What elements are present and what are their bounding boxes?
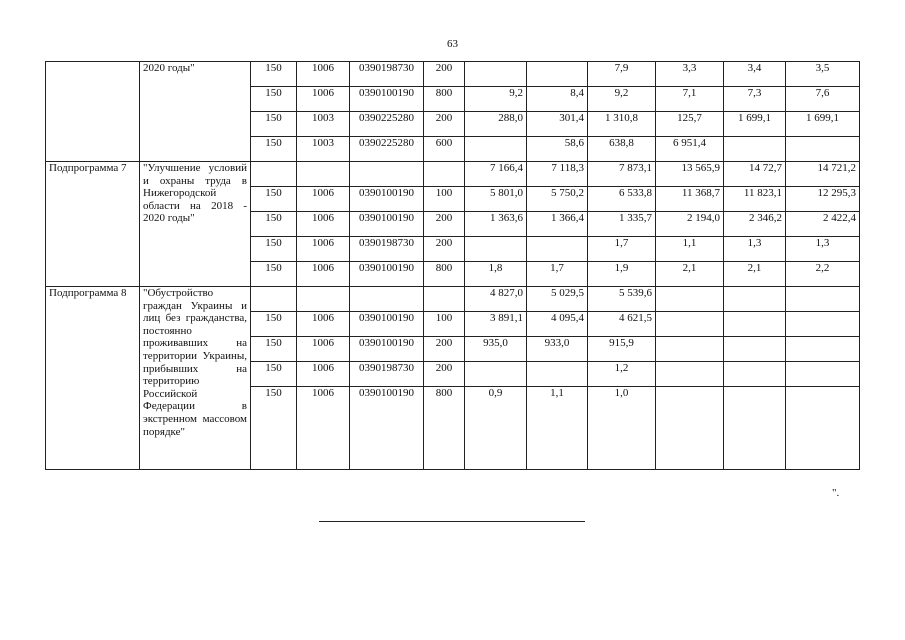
table-row-total (46, 162, 860, 187)
vr-cell: 800 (424, 262, 465, 287)
value-cell: 1,3 (724, 237, 786, 262)
csr-cell (350, 287, 424, 312)
value-cell (527, 237, 588, 262)
value-cell: 58,6 (527, 137, 588, 162)
budget-table (45, 61, 860, 470)
value-cell: 7,6 (786, 87, 860, 112)
value-cell: 2,1 (724, 262, 786, 287)
value-cell (786, 387, 860, 470)
value-cell: 2,2 (786, 262, 860, 287)
value-cell: 6 533,8 (588, 187, 656, 212)
grbs-cell: 150 (251, 337, 297, 362)
value-cell: 3 891,1 (465, 312, 527, 337)
value-cell: 288,0 (465, 112, 527, 137)
csr-cell (350, 162, 424, 187)
value-cell: 9,2 (465, 87, 527, 112)
value-cell: 7,3 (724, 87, 786, 112)
value-cell (724, 287, 786, 312)
value-cell: 7 118,3 (527, 162, 588, 187)
value-cell: 125,7 (656, 112, 724, 137)
value-cell: 933,0 (527, 337, 588, 362)
csr-cell: 0390100190 (350, 212, 424, 237)
vr-cell: 100 (424, 312, 465, 337)
csr-cell: 0390100190 (350, 387, 424, 470)
program-description: 2020 годы" (140, 62, 251, 162)
program-description: "Обустройство граждан Украины и лиц без гражданства, постоянно проживавших на территории Украины, прибывших на территорию Российской Федерации в экстренном массовом порядке" (140, 287, 251, 470)
value-cell: 11 368,7 (656, 187, 724, 212)
value-cell: 1 699,1 (786, 112, 860, 137)
value-cell: 1 699,1 (724, 112, 786, 137)
value-cell: 7 166,4 (465, 162, 527, 187)
csr-cell: 0390100190 (350, 337, 424, 362)
value-cell: 13 565,9 (656, 162, 724, 187)
rzpr-cell: 1003 (297, 112, 350, 137)
value-cell: 6 951,4 (656, 137, 724, 162)
value-cell (527, 62, 588, 87)
csr-cell: 0390225280 (350, 137, 424, 162)
value-cell (656, 287, 724, 312)
vr-cell: 200 (424, 337, 465, 362)
grbs-cell: 150 (251, 212, 297, 237)
rzpr-cell: 1003 (297, 137, 350, 162)
csr-cell: 0390100190 (350, 187, 424, 212)
value-cell: 0,9 (465, 387, 527, 470)
value-cell (656, 362, 724, 387)
value-cell: 7,9 (588, 62, 656, 87)
grbs-cell: 150 (251, 362, 297, 387)
value-cell: 1,1 (527, 387, 588, 470)
csr-cell: 0390198730 (350, 362, 424, 387)
value-cell (786, 312, 860, 337)
value-cell: 5 029,5 (527, 287, 588, 312)
value-cell: 935,0 (465, 337, 527, 362)
value-cell (724, 312, 786, 337)
grbs-cell (251, 287, 297, 312)
rzpr-cell: 1006 (297, 87, 350, 112)
value-cell: 2 422,4 (786, 212, 860, 237)
value-cell (656, 387, 724, 470)
value-cell: 1,7 (527, 262, 588, 287)
grbs-cell (251, 162, 297, 187)
grbs-cell: 150 (251, 187, 297, 212)
csr-cell: 0390225280 (350, 112, 424, 137)
vr-cell: 200 (424, 362, 465, 387)
value-cell: 2 194,0 (656, 212, 724, 237)
value-cell: 638,8 (588, 137, 656, 162)
csr-cell: 0390100190 (350, 262, 424, 287)
grbs-cell: 150 (251, 387, 297, 470)
value-cell (786, 337, 860, 362)
vr-cell: 200 (424, 112, 465, 137)
rzpr-cell: 1006 (297, 212, 350, 237)
value-cell (465, 362, 527, 387)
value-cell: 3,5 (786, 62, 860, 87)
value-cell (465, 137, 527, 162)
value-cell (465, 62, 527, 87)
value-cell: 1,3 (786, 237, 860, 262)
separator-line (319, 521, 585, 522)
vr-cell: 800 (424, 387, 465, 470)
value-cell: 1,9 (588, 262, 656, 287)
page-number: 63 (447, 38, 458, 50)
value-cell: 1,1 (656, 237, 724, 262)
vr-cell (424, 287, 465, 312)
value-cell: 5 539,6 (588, 287, 656, 312)
rzpr-cell: 1006 (297, 237, 350, 262)
value-cell: 1 366,4 (527, 212, 588, 237)
vr-cell: 200 (424, 237, 465, 262)
value-cell: 11 823,1 (724, 187, 786, 212)
rzpr-cell: 1006 (297, 337, 350, 362)
value-cell: 3,4 (724, 62, 786, 87)
rzpr-cell: 1006 (297, 187, 350, 212)
vr-cell: 200 (424, 212, 465, 237)
program-description: "Улучшение условий и охраны труда в Нижегородской области на 2018 - 2020 годы" (140, 162, 251, 287)
value-cell: 2 346,2 (724, 212, 786, 237)
rzpr-cell (297, 162, 350, 187)
value-cell: 1 363,6 (465, 212, 527, 237)
grbs-cell: 150 (251, 137, 297, 162)
value-cell: 301,4 (527, 112, 588, 137)
rzpr-cell: 1006 (297, 387, 350, 470)
vr-cell: 200 (424, 62, 465, 87)
value-cell: 12 295,3 (786, 187, 860, 212)
value-cell: 14 721,2 (786, 162, 860, 187)
value-cell: 4 827,0 (465, 287, 527, 312)
value-cell: 1,0 (588, 387, 656, 470)
grbs-cell: 150 (251, 312, 297, 337)
grbs-cell: 150 (251, 237, 297, 262)
value-cell (465, 237, 527, 262)
value-cell (786, 137, 860, 162)
table-row (46, 62, 860, 87)
value-cell (724, 337, 786, 362)
value-cell: 1 310,8 (588, 112, 656, 137)
rzpr-cell: 1006 (297, 312, 350, 337)
rzpr-cell: 1006 (297, 362, 350, 387)
value-cell: 7 873,1 (588, 162, 656, 187)
table-row-total (46, 287, 860, 312)
value-cell (527, 362, 588, 387)
value-cell: 2,1 (656, 262, 724, 287)
rzpr-cell: 1006 (297, 262, 350, 287)
vr-cell: 800 (424, 87, 465, 112)
csr-cell: 0390100190 (350, 87, 424, 112)
vr-cell (424, 162, 465, 187)
grbs-cell: 150 (251, 87, 297, 112)
value-cell (656, 312, 724, 337)
value-cell (786, 362, 860, 387)
program-label: Подпрограмма 8 (46, 287, 140, 470)
program-label-cell (46, 62, 140, 162)
value-cell (656, 337, 724, 362)
value-cell: 8,4 (527, 87, 588, 112)
value-cell: 1,8 (465, 262, 527, 287)
grbs-cell: 150 (251, 62, 297, 87)
value-cell: 14 72,7 (724, 162, 786, 187)
value-cell: 7,1 (656, 87, 724, 112)
value-cell (724, 387, 786, 470)
value-cell: 5 750,2 (527, 187, 588, 212)
rzpr-cell: 1006 (297, 62, 350, 87)
vr-cell: 100 (424, 187, 465, 212)
csr-cell: 0390198730 (350, 237, 424, 262)
value-cell: 4 621,5 (588, 312, 656, 337)
value-cell: 1,7 (588, 237, 656, 262)
grbs-cell: 150 (251, 112, 297, 137)
vr-cell: 600 (424, 137, 465, 162)
value-cell: 1,2 (588, 362, 656, 387)
value-cell (724, 137, 786, 162)
value-cell (724, 362, 786, 387)
value-cell (786, 287, 860, 312)
program-label: Подпрограмма 7 (46, 162, 140, 287)
csr-cell: 0390100190 (350, 312, 424, 337)
rzpr-cell (297, 287, 350, 312)
value-cell: 3,3 (656, 62, 724, 87)
grbs-cell: 150 (251, 262, 297, 287)
closing-quote: ". (832, 487, 840, 499)
value-cell: 9,2 (588, 87, 656, 112)
value-cell: 915,9 (588, 337, 656, 362)
csr-cell: 0390198730 (350, 62, 424, 87)
value-cell: 4 095,4 (527, 312, 588, 337)
value-cell: 1 335,7 (588, 212, 656, 237)
value-cell: 5 801,0 (465, 187, 527, 212)
